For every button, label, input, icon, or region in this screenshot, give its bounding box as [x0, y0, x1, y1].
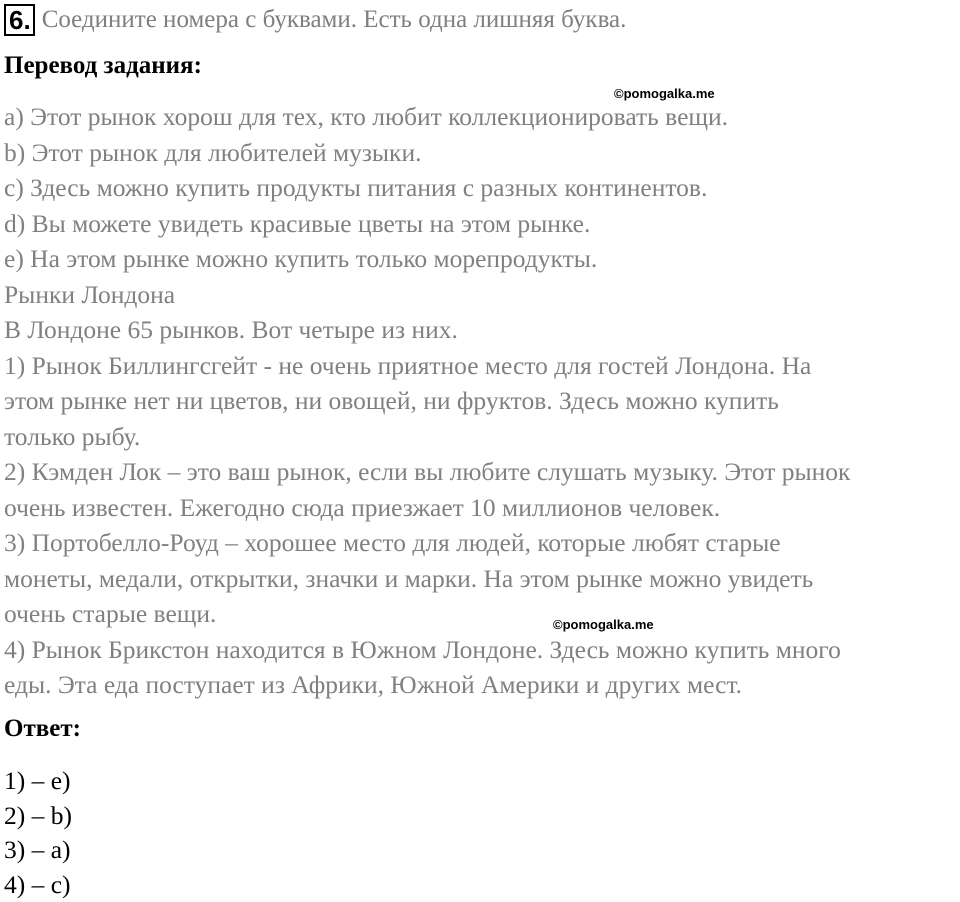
translation-line: с) Здесь можно купить продукты питания с разных континентов.: [4, 173, 708, 202]
translation-line: е) На этом рынке можно купить только морепродукты.: [4, 244, 598, 273]
translation-line: очень старые вещи.: [4, 599, 217, 628]
task-header: [4, 3, 626, 37]
translation-line: 4) Рынок Брикстон находится в Южном Лондоне. Здесь можно купить много: [4, 634, 841, 664]
translation-line: еды. Эта еда поступает из Африки, Южной Америки и других мест.: [4, 670, 743, 699]
watermark: ©pomogalka.me: [614, 86, 715, 101]
task-number-badge: 6.: [4, 4, 35, 36]
answer-item: 1) – е): [4, 766, 71, 795]
translation-line: d) Вы можете увидеть красивые цветы на этом рынке.: [4, 208, 591, 238]
translation-line: а) Этот рынок хорош для тех, кто любит коллекционировать вещи.: [4, 102, 729, 131]
translation-heading: Перевод задания:: [4, 52, 202, 79]
translation-line: b) Этот рынок для любителей музыки.: [4, 137, 422, 167]
answer-item: 3) – а): [4, 835, 71, 864]
translation-line: 2) Кэмден Лок – это ваш рынок, если вы любите слушать музыку. Этот рынок: [4, 457, 851, 486]
translation-line: В Лондоне 65 рынков. Вот четыре из них.: [4, 315, 458, 344]
translation-line: только рыбу.: [4, 421, 141, 451]
task-instruction: Соедините номера с буквами. Есть одна лишняя буква.: [41, 6, 627, 33]
answer-item: 2) – b): [4, 800, 72, 830]
answer-item: 4) – с): [4, 869, 71, 899]
translation-line: 3) Портобелло-Роуд – хорошее место для людей, которые любят старые: [4, 528, 781, 557]
translation-line: 1) Рынок Биллингсгейт - не очень приятное место для гостей Лондона. На: [4, 350, 812, 380]
translation-line: Рынки Лондона: [4, 279, 176, 309]
answer-heading: Ответ:: [4, 715, 81, 742]
translation-line: монеты, медали, открытки, значки и марки. На этом рынке можно увидеть: [4, 563, 814, 593]
translation-line: этом рынке нет ни цветов, ни овощей, ни фруктов. Здесь можно купить: [4, 386, 779, 415]
answer-list: [4, 764, 72, 902]
watermark: ©pomogalka.me: [553, 617, 654, 632]
translation-text: [4, 99, 956, 703]
translation-line: очень известен. Ежегодно сюда приезжает 10 миллионов человек.: [4, 492, 721, 522]
